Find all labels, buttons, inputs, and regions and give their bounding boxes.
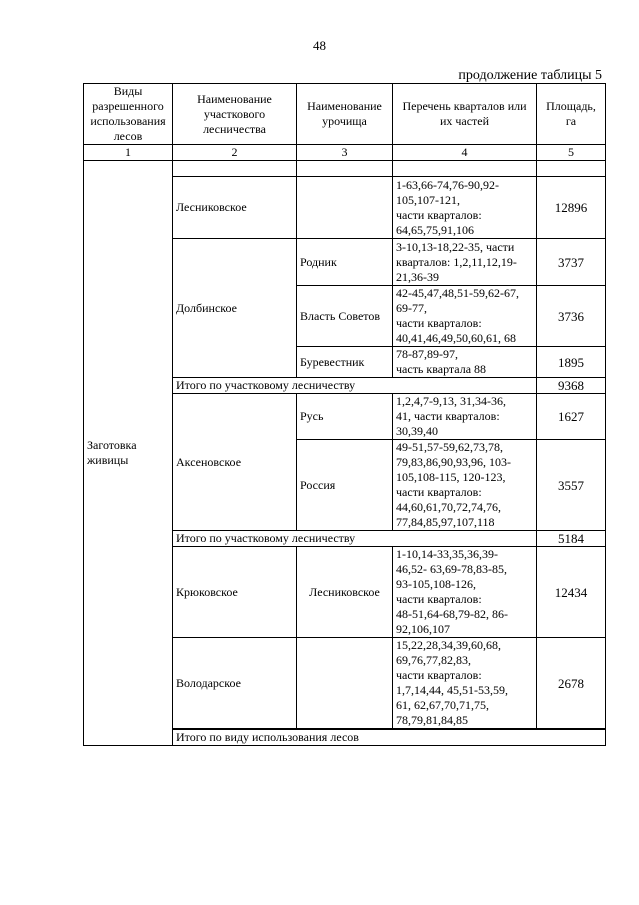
tract-cell: Россия <box>297 440 393 531</box>
quarters-cell: 15,22,28,34,39,60,68, 69,76,77,82,83, части кварталов: 1,7,14,44, 45,51-53,59, 61, 62,67,70,71,75, 78,79,81,84,85 <box>393 638 537 729</box>
tract-cell <box>297 638 393 729</box>
subtotal-value: 9368 <box>537 378 606 394</box>
header-quarters: Перечень кварталов или их частей <box>393 84 537 145</box>
quarters-cell: 49-51,57-59,62,73,78, 79,83,86,90,93,96, 103- 105,108-115, 120-123, части кварталов: 44,60,61,70,72,74,76, 77,84,85,97,107,118 <box>393 440 537 531</box>
forestry-cell: Аксеновское <box>173 394 297 531</box>
forestry-cell: Лесниковское <box>173 177 297 239</box>
subtotal-label: Итого по участковому лесничеству <box>173 531 537 547</box>
quarters-cell: 78-87,89-97, часть квартала 88 <box>393 347 537 378</box>
quarters-cell: 3-10,13-18,22-35, части кварталов: 1,2,11,12,19- 21,36-39 <box>393 239 537 286</box>
area-cell: 12434 <box>537 547 606 638</box>
area-cell: 2678 <box>537 638 606 729</box>
area-cell: 1895 <box>537 347 606 378</box>
quarters-cell: 1-10,14-33,35,36,39- 46,52- 63,69-78,83-85, 93-105,108-126, части кварталов: 48-51,64-68,79-82, 86- 92,106,107 <box>393 547 537 638</box>
subtotal-label: Итого по участковому лесничеству <box>173 378 537 394</box>
column-number: 3 <box>297 145 393 161</box>
area-cell: 1627 <box>537 394 606 440</box>
area-cell: 3736 <box>537 286 606 347</box>
column-number-row <box>84 145 606 161</box>
empty-cell <box>393 161 537 177</box>
header-use-type: Виды разрешенного использования лесов <box>84 84 173 145</box>
table-row <box>84 161 606 177</box>
column-number: 5 <box>537 145 606 161</box>
quarters-cell: 42-45,47,48,51-59,62-67, 69-77, части кварталов: 40,41,46,49,50,60,61, 68 <box>393 286 537 347</box>
area-cell: 3737 <box>537 239 606 286</box>
tract-cell: Лесниковское <box>297 547 393 638</box>
empty-cell <box>173 161 297 177</box>
forestry-cell: Володарское <box>173 638 297 729</box>
subtotal-value: 5184 <box>537 531 606 547</box>
forestry-cell: Долбинское <box>173 239 297 378</box>
use-type-cell: Заготовка живицы <box>84 161 173 746</box>
column-number: 4 <box>393 145 537 161</box>
tract-cell: Русь <box>297 394 393 440</box>
quarters-cell: 1-63,66-74,76-90,92- 105,107-121, части кварталов: 64,65,75,91,106 <box>393 177 537 239</box>
area-cell: 12896 <box>537 177 606 239</box>
page-number: 48 <box>313 38 326 53</box>
empty-cell <box>297 161 393 177</box>
quarters-cell: 1,2,4,7-9,13, 31,34-36, 41, части кварталов: 30,39,40 <box>393 394 537 440</box>
grand-total-label: Итого по виду использования лесов <box>173 730 606 746</box>
column-number: 1 <box>84 145 173 161</box>
area-cell: 3557 <box>537 440 606 531</box>
table-continuation-label: продолжение таблицы 5 <box>458 68 602 83</box>
header-forestry: Наименование участкового лесничества <box>173 84 297 145</box>
forestry-cell: Крюковское <box>173 547 297 638</box>
empty-cell <box>537 161 606 177</box>
tract-cell: Родник <box>297 239 393 286</box>
tract-cell: Власть Советов <box>297 286 393 347</box>
table-header-row <box>84 84 606 145</box>
column-number: 2 <box>173 145 297 161</box>
header-area: Площадь, га <box>537 84 606 145</box>
forest-use-table <box>83 83 606 746</box>
header-tract: Наименование урочища <box>297 84 393 145</box>
tract-cell <box>297 177 393 239</box>
tract-cell: Буревестник <box>297 347 393 378</box>
